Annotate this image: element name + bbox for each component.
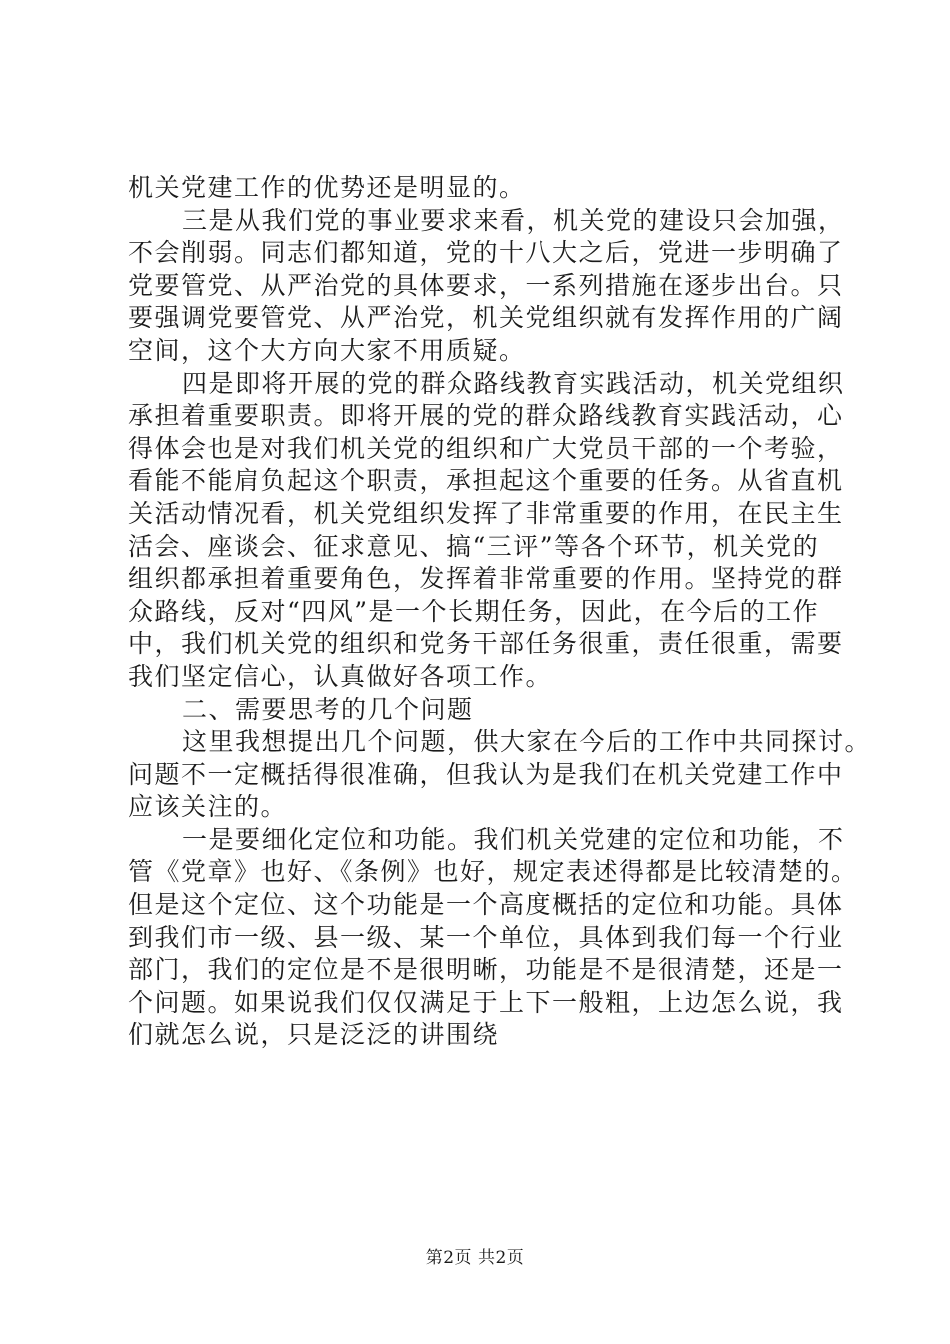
text-line: 组织都承担着重要角色，发挥着非常重要的作用。坚持党的群 <box>128 564 844 594</box>
text-line: 问题不一定概括得很准确，但我认为是我们在机关党建工作中 <box>128 759 844 789</box>
text-line: 看能不能肩负起这个职责，承担起这个重要的任务。从省直机 <box>128 466 844 496</box>
text-line: 这里我想提出几个问题，供大家在今后的工作中共同探讨。 <box>182 727 872 757</box>
text-line: 空间，这个大方向大家不用质疑。 <box>128 335 526 365</box>
text-line: 部门，我们的定位是不是很明晰，功能是不是很清楚，还是一 <box>128 955 844 985</box>
text-line: 活会、座谈会、征求意见、搞“三评”等各个环节，机关党的 <box>128 531 820 561</box>
document-body <box>128 172 872 1052</box>
text-line: 党要管党、从严治党的具体要求，一系列措施在逐步出台。只 <box>128 270 844 300</box>
text-line: 承担着重要职责。即将开展的党的群众路线教育实践活动，心 <box>128 401 844 431</box>
text-line: 机关党建工作的优势还是明显的。 <box>128 173 526 202</box>
text-line: 四是即将开展的党的群众路线教育实践活动，机关党组织 <box>182 368 845 398</box>
text-line: 中，我们机关党的组织和党务干部任务很重，责任很重，需要 <box>128 629 844 659</box>
text-line: 应该关注的。 <box>128 792 288 822</box>
text-line: 关活动情况看，机关党组织发挥了非常重要的作用，在民主生 <box>128 498 844 528</box>
text-line: 个问题。如果说我们仅仅满足于上下一般粗，上边怎么说，我 <box>128 987 844 1017</box>
text-line: 众路线，反对“四风”是一个长期任务，因此，在今后的工作 <box>128 596 820 626</box>
text-line: 要强调党要管党、从严治党，机关党组织就有发挥作用的广阔 <box>128 303 844 333</box>
text-line: 二、需要思考的几个问题 <box>182 694 474 724</box>
text-line: 我们坚定信心，认真做好各项工作。 <box>128 661 553 691</box>
text-line: 不会削弱。同志们都知道，党的十八大之后，党进一步明确了 <box>128 238 844 268</box>
text-line: 得体会也是对我们机关党的组织和广大党员干部的一个考验， <box>128 433 844 463</box>
text-line: 到我们市一级、县一级、某一个单位，具体到我们每一个行业 <box>128 922 844 952</box>
text-line: 一是要细化定位和功能。我们机关党建的定位和功能，不 <box>182 824 845 854</box>
text-line: 但是这个定位、这个功能是一个高度概括的定位和功能。具体 <box>128 890 844 920</box>
text-line: 三是从我们党的事业要求来看，机关党的建设只会加强， <box>182 205 845 235</box>
page-footer: 第2页 共2页 <box>425 1248 525 1268</box>
text-line: 们就怎么说，只是泛泛的讲围绕 <box>128 1020 500 1050</box>
text-line: 管《党章》也好、《条例》也好，规定表述得都是比较清楚的。 <box>128 857 858 887</box>
